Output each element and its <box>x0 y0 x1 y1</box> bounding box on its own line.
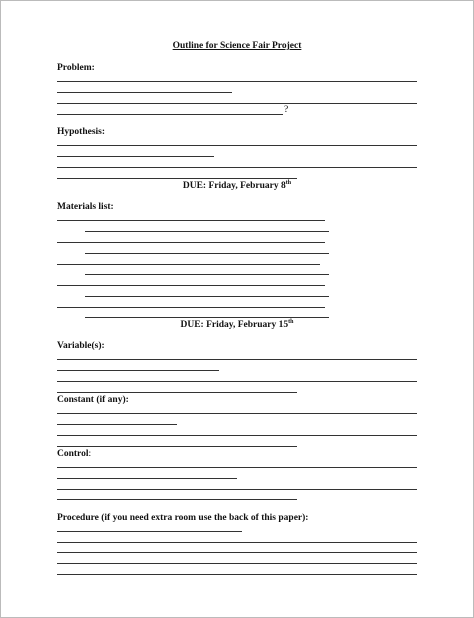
procedure-line-3[interactable] <box>57 552 417 553</box>
materials-line-7[interactable] <box>57 285 325 286</box>
materials-line-2[interactable] <box>85 231 329 232</box>
variables-line-2[interactable] <box>57 370 219 371</box>
control-line-2[interactable] <box>57 478 237 479</box>
due-date-2-text: DUE: Friday, February 15 <box>180 320 289 330</box>
problem-line-3[interactable] <box>57 103 417 104</box>
materials-line-4[interactable] <box>85 253 329 254</box>
due-date-1-suffix: th <box>285 180 292 186</box>
procedure-heading: Procedure (if you need extra room use the back of this paper): <box>57 513 309 523</box>
due-date-2 <box>0 320 474 331</box>
problem-question-mark: ? <box>284 105 289 115</box>
materials-heading: Materials list: <box>57 202 114 212</box>
control-line-1[interactable] <box>57 467 417 468</box>
control-line-3[interactable] <box>57 489 417 490</box>
hypothesis-heading: Hypothesis: <box>57 127 106 137</box>
constant-line-2[interactable] <box>57 424 177 425</box>
constant-line-3[interactable] <box>57 435 417 436</box>
variables-line-3[interactable] <box>57 381 417 382</box>
constant-line-4[interactable] <box>57 446 297 447</box>
variables-line-1[interactable] <box>57 359 417 360</box>
variables-line-4[interactable] <box>57 392 297 393</box>
problem-line-2[interactable] <box>57 92 232 93</box>
procedure-line-1[interactable] <box>57 531 242 532</box>
materials-line-5[interactable] <box>57 264 320 265</box>
problem-line-1[interactable] <box>57 81 417 82</box>
materials-line-6[interactable] <box>85 274 329 275</box>
hypothesis-line-4[interactable] <box>57 178 297 179</box>
problem-heading: Problem: <box>57 63 95 73</box>
materials-line-9[interactable] <box>57 307 325 308</box>
control-heading <box>57 449 91 460</box>
materials-line-8[interactable] <box>85 296 329 297</box>
procedure-line-4[interactable] <box>57 563 417 564</box>
hypothesis-line-2[interactable] <box>57 156 214 157</box>
materials-line-1[interactable] <box>57 220 325 221</box>
hypothesis-line-1[interactable] <box>57 145 417 146</box>
materials-line-3[interactable] <box>57 242 325 243</box>
procedure-line-5[interactable] <box>57 574 417 575</box>
problem-line-4[interactable] <box>57 114 283 115</box>
constant-line-1[interactable] <box>57 413 417 414</box>
constant-heading: Constant (if any): <box>57 395 129 405</box>
control-label: Control <box>57 449 89 459</box>
variables-heading: Variable(s): <box>57 341 105 351</box>
due-date-1 <box>0 181 474 192</box>
due-date-1-text: DUE: Friday, February 8 <box>182 181 286 191</box>
control-colon: : <box>88 449 92 459</box>
control-line-4[interactable] <box>57 499 297 500</box>
document-title: Outline for Science Fair Project <box>172 41 302 51</box>
due-date-2-suffix: th <box>288 319 294 325</box>
materials-line-10[interactable] <box>85 317 329 318</box>
procedure-line-2[interactable] <box>57 542 417 543</box>
hypothesis-line-3[interactable] <box>57 167 417 168</box>
